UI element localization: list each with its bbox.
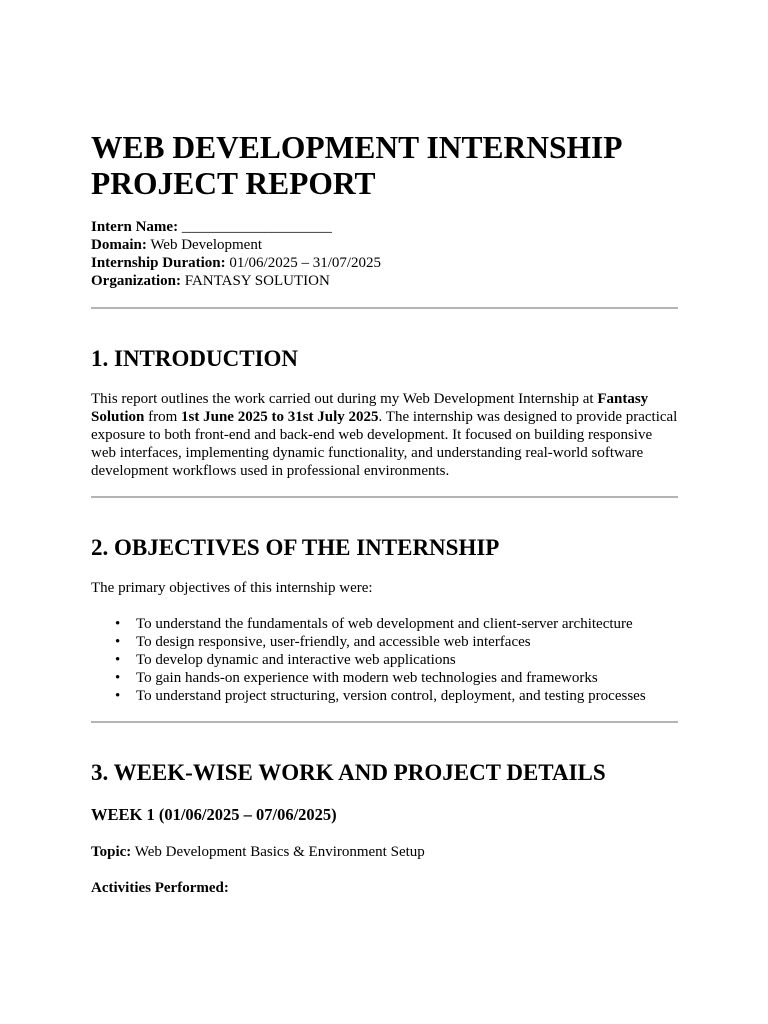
list-item (91, 687, 678, 705)
list-item (91, 615, 678, 633)
domain-label: Domain: (91, 237, 147, 253)
organization-value: FANTASY SOLUTION (184, 273, 330, 289)
intro-text-1: This report outlines the work carried out during my Web Development Internship at (91, 391, 598, 407)
introduction-paragraph (91, 390, 678, 480)
section-divider (91, 496, 678, 498)
week1-heading: WEEK 1 (01/06/2025 – 07/06/2025) (91, 805, 337, 824)
duration-row (91, 254, 381, 272)
week1-topic (91, 843, 425, 861)
list-item-text: To understand project structuring, version control, deployment, and testing processes (136, 688, 646, 704)
section-divider (91, 721, 678, 723)
list-item-text: To understand the fundamentals of web development and client-server architecture (136, 616, 633, 632)
bullet-icon: • (115, 652, 121, 668)
week1-topic-value: Web Development Basics & Environment Setup (134, 844, 425, 860)
intro-text-3: . The internship was designed to provide practical exposure to both front-end and back-end web development. It focused on building responsive web interfaces, implementing dynamic functionality, and understanding real-world software development workflows used in professional environments. (91, 409, 678, 479)
duration-value: 01/06/2025 – 31/07/2025 (229, 255, 382, 271)
organization-label: Organization: (91, 273, 181, 289)
list-item-text: To design responsive, user-friendly, and accessible web interfaces (136, 634, 531, 650)
intern-name-row (91, 218, 381, 236)
bullet-icon: • (115, 634, 121, 650)
intern-name-label: Intern Name: (91, 219, 179, 235)
organization-row (91, 272, 381, 290)
intro-text-2: from (144, 409, 182, 425)
objectives-intro: The primary objectives of this internship were: (91, 580, 373, 596)
intro-bold-dates: 1st June 2025 to 31st July 2025 (181, 409, 379, 425)
intro-bold-org: Fantasy Solution (91, 391, 649, 425)
domain-value: Web Development (150, 237, 263, 253)
weekwise-heading: 3. WEEK-WISE WORK AND PROJECT DETAILS (91, 760, 606, 785)
domain-row (91, 236, 381, 254)
intern-name-value: ____________________ (181, 219, 332, 235)
objectives-heading: 2. OBJECTIVES OF THE INTERNSHIP (91, 535, 500, 560)
report-title: WEB DEVELOPMENT INTERNSHIP PROJECT REPORT (91, 130, 621, 201)
section-divider (91, 307, 678, 309)
week1-topic-label: Topic: (91, 844, 132, 860)
list-item-text: To gain hands-on experience with modern web technologies and frameworks (136, 670, 598, 686)
objectives-list (91, 615, 678, 705)
bullet-icon: • (115, 670, 121, 686)
week1-activities (91, 879, 229, 897)
duration-label: Internship Duration: (91, 255, 226, 271)
introduction-heading: 1. INTRODUCTION (91, 346, 299, 371)
list-item-text: To develop dynamic and interactive web applications (136, 652, 456, 668)
week1-activities-label: Activities Performed: (91, 880, 229, 896)
list-item (91, 651, 678, 669)
bullet-icon: • (115, 616, 121, 632)
report-meta (91, 218, 381, 290)
list-item (91, 669, 678, 687)
list-item (91, 633, 678, 651)
bullet-icon: • (115, 688, 121, 704)
